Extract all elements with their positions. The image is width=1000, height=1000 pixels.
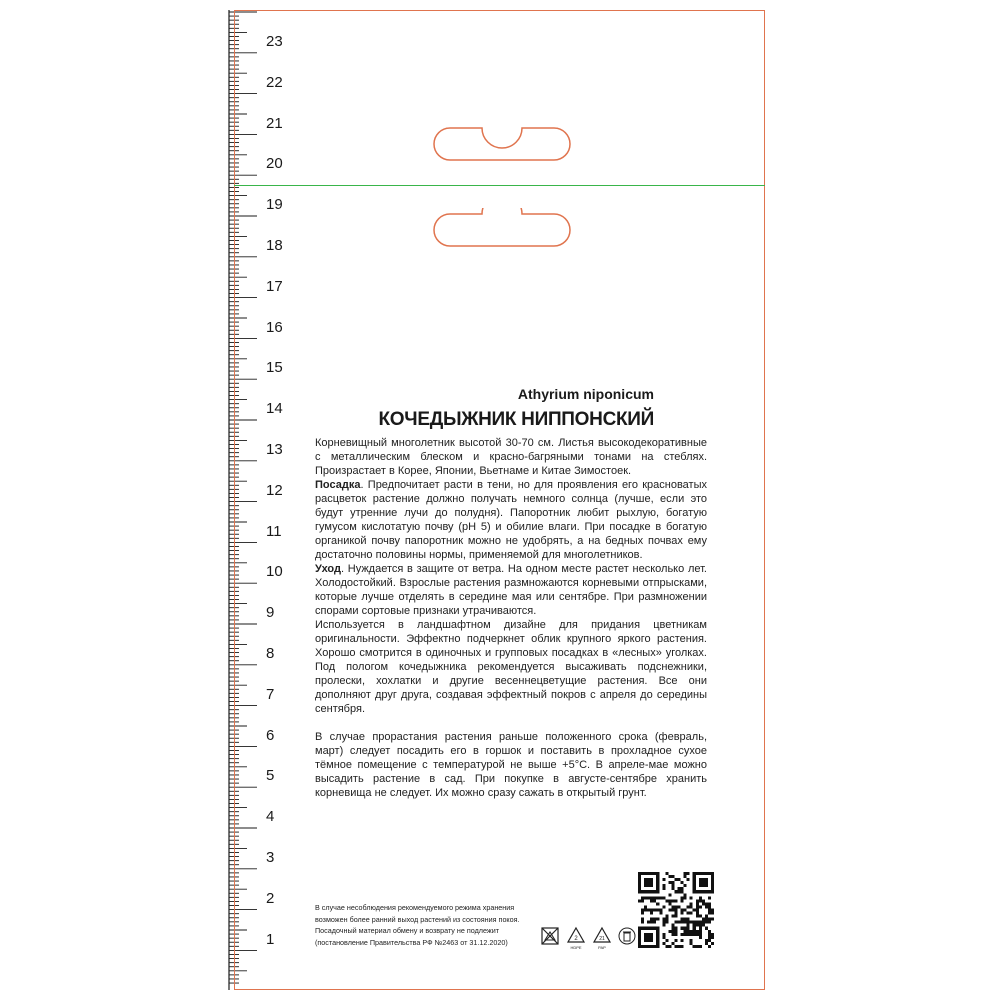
ruler-label: 18 — [266, 237, 283, 254]
footer-note — [315, 902, 555, 948]
packaging-marks — [540, 926, 638, 950]
svg-text:21: 21 — [599, 936, 605, 942]
recycle-pap-icon — [592, 926, 612, 950]
recycle-hdpe-icon — [566, 926, 586, 950]
care-text: . Нуждается в защите от ветра. На одном месте растет несколько лет. Холодостойкий. Взрослые растения размножаются корневыми отпрысками, которые лучше отделять в середине мая или сентябре. При размножении спорами сортовые признаки утрачиваются. — [315, 563, 707, 617]
ruler-label: 13 — [266, 441, 283, 458]
planting-paragraph — [315, 478, 707, 562]
footer-line: В случае несоблюдения рекомендуемого режима хранения — [315, 903, 515, 912]
storage-paragraph: В случае прорастания растения раньше положенного срока (февраль, март) следует посадить его в горшок и поставить в прохладное сухое тёмное помещение с температурой не выше +5°С. В апреле-мае можно высадить растение в сад. При покупке в августе-сентябре хранить корневища не следует. Их можно сразу сажать в открытый грунт. — [315, 731, 707, 799]
ruler-label: 21 — [266, 114, 283, 132]
intro-paragraph: Корневищный многолетник высотой 30-70 см. Листья высокодекоративные с металлическим блеском и красно-багряными тонами на стеблях. Произрастает в Корее, Японии, Вьетнаме и Китае Зимостоек. — [315, 437, 707, 477]
footer-line: Посадочный материал обмену и возврату не подлежит — [315, 926, 500, 935]
ruler-label: 2 — [266, 889, 275, 907]
latin-name: Athyrium niponicum — [517, 386, 654, 402]
hang-hole-upper — [432, 126, 572, 162]
ruler-label: 6 — [266, 726, 275, 744]
fold-line — [234, 185, 765, 186]
trash-bin-icon — [618, 926, 638, 950]
footer-line: возможен более ранний выход растений из состояния покоя. — [315, 914, 520, 924]
ruler-label: 15 — [266, 359, 283, 377]
hang-hole-lower — [432, 208, 572, 248]
ruler-label: 19 — [266, 196, 283, 214]
ruler-label: 8 — [266, 645, 275, 662]
ruler-label: 12 — [266, 481, 283, 499]
pap-caption: PAP — [598, 945, 606, 950]
ruler-label: 1 — [266, 930, 275, 948]
planting-label: Посадка — [315, 479, 361, 491]
svg-text:2: 2 — [574, 936, 578, 942]
ruler-label: 14 — [266, 400, 283, 418]
footer-line: (постановление Правительства РФ №2463 от 31.12.2020) — [315, 937, 508, 947]
ruler-label: 5 — [266, 767, 275, 785]
ruler-label: 20 — [266, 155, 283, 173]
ruler-label: 3 — [266, 849, 275, 866]
ruler-label: 16 — [266, 318, 283, 336]
ruler-label: 11 — [266, 522, 282, 540]
ruler-label: 22 — [266, 73, 283, 91]
usage-paragraph: Используется в ландшафтном дизайне для придания цветникам оригинальности. Эффектно подчеркнет облик крупного яркого растения. Хорошо смотрится в одиночных и групповых посадках в «лесных» уголках. Под пологом кочедыжника рекомендуется высаживать подснежники, пролески, хохлатки и другие весеннецветущие растения. Все они дополняют друг друга, создавая эффектный покров с апреля до середины сентября. — [315, 619, 707, 715]
ruler-label: 23 — [266, 33, 283, 50]
description — [315, 436, 707, 800]
care-paragraph — [315, 562, 707, 618]
ruler-label: 10 — [266, 563, 283, 581]
hdpe-caption: HDPE — [570, 945, 582, 950]
ruler-label: 9 — [266, 604, 275, 622]
qr-code-icon — [638, 872, 714, 948]
ruler-label: 4 — [266, 808, 275, 826]
russian-name: КОЧЕДЫЖНИК НИППОНСКИЙ — [378, 409, 654, 430]
planting-text: . Предпочитает расти в тени, но для проявления его красноватых расцветок растение должно получать немного солнца (лучше, если это будут утренние лучи до полудня). Папоротник любит рыхлую, богатую гумусом кислотатую почву (pH 5) и обилие влаги. При посадке в богатую органикой почву папоротник можно не удобрять, а на бедных почвах ему достаточно половины нормы, применяемой для многолетников. — [315, 479, 707, 561]
care-label: Уход — [315, 563, 341, 575]
ruler-label: 17 — [266, 277, 283, 295]
no-crossed-box-icon — [540, 926, 560, 950]
ruler-label: 7 — [266, 685, 275, 703]
